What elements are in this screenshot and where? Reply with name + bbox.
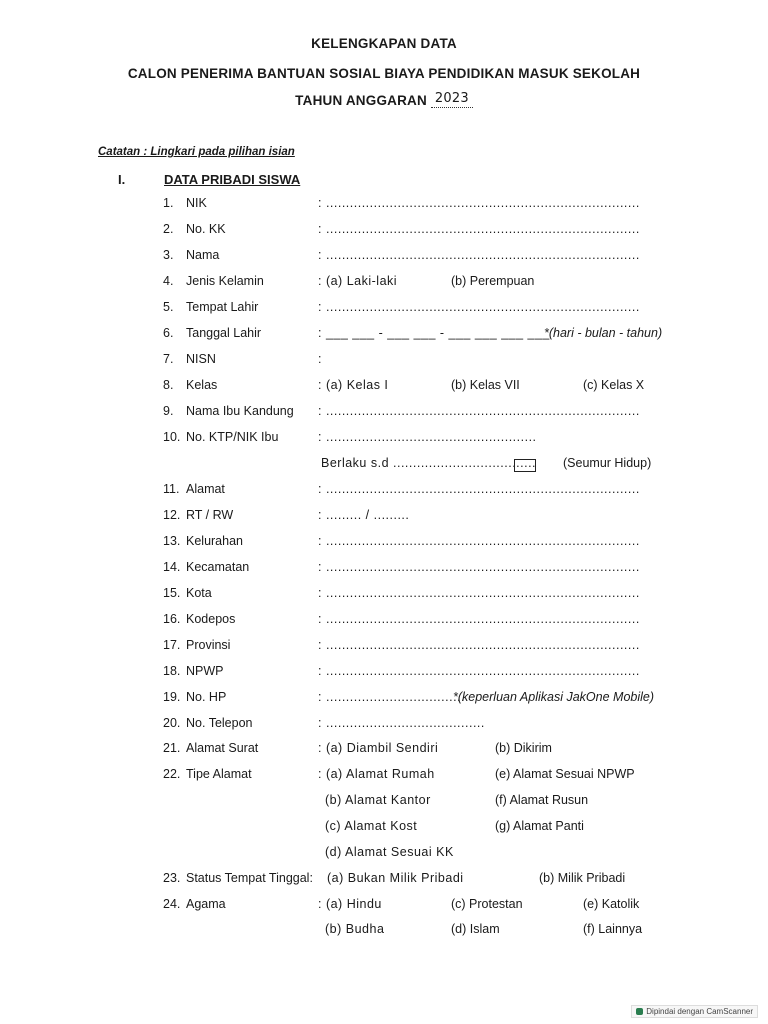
field-option: (b) Milik Pribadi: [539, 871, 626, 885]
form-row: [0, 378, 768, 396]
field-value: (a) Bukan Milik Pribadi: [327, 871, 464, 885]
form-row: [0, 274, 768, 292]
form-row: [0, 793, 768, 811]
field-value: : ...............................................................................: [318, 612, 640, 626]
form-row: [0, 482, 768, 500]
row-number: 19.: [163, 690, 181, 704]
field-value: (c) Alamat Kost: [325, 819, 418, 833]
form-row: [0, 430, 768, 448]
title-fiscal-year-label: TAHUN ANGGARAN: [295, 93, 427, 108]
row-number: 8.: [163, 378, 174, 392]
field-label: No. KK: [186, 222, 226, 236]
field-value: : ...............................................................................: [318, 222, 640, 236]
field-label: No. Telepon: [186, 716, 253, 730]
row-number: 10.: [163, 430, 181, 444]
field-value: (b) Budha: [325, 922, 385, 936]
row-number: 20.: [163, 716, 181, 730]
field-value: : ...............................................................................: [318, 300, 640, 314]
row-number: 4.: [163, 274, 174, 288]
form-row: [0, 534, 768, 552]
field-option: (Seumur Hidup): [563, 456, 652, 470]
row-number: 6.: [163, 326, 174, 340]
field-label: No. HP: [186, 690, 227, 704]
field-option: (f) Lainnya: [583, 922, 643, 936]
field-value: : ...................................: [318, 690, 465, 704]
row-number: 5.: [163, 300, 174, 314]
field-label: No. KTP/NIK Ibu: [186, 430, 279, 444]
form-row: [0, 897, 768, 915]
scanner-watermark: [631, 1005, 758, 1018]
row-number: 7.: [163, 352, 174, 366]
field-value: : ___ ___ - ___ ___ - ___ ___ ___ ___: [318, 326, 550, 340]
form-row: [0, 922, 768, 940]
form-row: [0, 845, 768, 863]
row-number: 11.: [163, 482, 180, 496]
checkbox-icon[interactable]: [514, 459, 536, 472]
field-value: : (a) Hindu: [318, 897, 382, 911]
row-number: 21.: [163, 741, 181, 755]
form-row: [0, 612, 768, 630]
field-value: : ...............................................................................: [318, 586, 640, 600]
field-label: NIK: [186, 196, 207, 210]
row-number: 13.: [163, 534, 181, 548]
field-label: Nama Ibu Kandung: [186, 404, 294, 418]
form-row: [0, 741, 768, 759]
form-row: [0, 664, 768, 682]
camscanner-icon: [636, 1008, 643, 1015]
field-label: Kelas: [186, 378, 218, 392]
field-value: : (a) Laki-laki: [318, 274, 398, 288]
field-label: Nama: [186, 248, 220, 262]
form-row: [0, 248, 768, 266]
form-row: [0, 326, 768, 344]
field-label: Agama: [186, 897, 226, 911]
row-number: 16.: [163, 612, 181, 626]
field-option: (b) Kelas VII: [451, 378, 520, 392]
form-row: [0, 716, 768, 734]
row-number: 14.: [163, 560, 181, 574]
form-row: [0, 819, 768, 837]
field-label: Kota: [186, 586, 212, 600]
row-number: 22.: [163, 767, 181, 781]
row-number: 3.: [163, 248, 174, 262]
field-option: *(hari - bulan - tahun): [544, 326, 663, 340]
field-option: *(keperluan Aplikasi JakOne Mobile): [453, 690, 655, 704]
field-option: (f) Alamat Rusun: [495, 793, 589, 807]
form-row: [0, 560, 768, 578]
field-label: RT / RW: [186, 508, 234, 522]
form-row: [0, 508, 768, 526]
row-number: 15.: [163, 586, 181, 600]
row-number: 9.: [163, 404, 174, 418]
field-value: : (a) Diambil Sendiri: [318, 741, 439, 755]
field-value: : .....................................................: [318, 430, 537, 444]
field-label: Status Tempat Tinggal:: [186, 871, 313, 885]
field-value: : ...............................................................................: [318, 534, 640, 548]
field-label: Tanggal Lahir: [186, 326, 262, 340]
field-value: : ...............................................................................: [318, 664, 640, 678]
field-value: (b) Alamat Kantor: [325, 793, 431, 807]
form-row: [0, 871, 768, 889]
form-row: [0, 404, 768, 422]
field-option: (b) Perempuan: [451, 274, 535, 288]
field-label: Tipe Alamat: [186, 767, 252, 781]
field-label: Provinsi: [186, 638, 231, 652]
field-label: Kecamatan: [186, 560, 250, 574]
title-line-3: [0, 93, 768, 111]
field-option: (d) Islam: [451, 922, 500, 936]
field-value: : ...............................................................................: [318, 404, 640, 418]
field-option: (c) Kelas X: [583, 378, 645, 392]
field-value: : ........................................: [318, 716, 485, 730]
form-row: [0, 638, 768, 656]
form-row: [0, 352, 768, 370]
field-value: : ...............................................................................: [318, 560, 640, 574]
form-row: [0, 222, 768, 240]
row-number: 12.: [163, 508, 181, 522]
field-option: (g) Alamat Panti: [495, 819, 584, 833]
field-value: :: [318, 352, 322, 366]
row-number: 17.: [163, 638, 181, 652]
row-number: 2.: [163, 222, 174, 236]
field-label: NISN: [186, 352, 216, 366]
field-value: : ...............................................................................: [318, 482, 640, 496]
field-value: : ......... / .........: [318, 508, 410, 522]
row-number: 23.: [163, 871, 181, 885]
title-line-1: KELENGKAPAN DATA: [311, 36, 457, 51]
form-row: [0, 300, 768, 318]
form-row: [0, 690, 768, 708]
field-value: : ...............................................................................: [318, 638, 640, 652]
form-row: [0, 196, 768, 214]
field-label: Alamat Surat: [186, 741, 259, 755]
field-label: Alamat: [186, 482, 225, 496]
field-value: (d) Alamat Sesuai KK: [325, 845, 454, 859]
field-label: Kelurahan: [186, 534, 243, 548]
field-value: : (a) Kelas I: [318, 378, 389, 392]
field-option: (e) Katolik: [583, 897, 640, 911]
field-value: : ...............................................................................: [318, 196, 640, 210]
field-label: Kodepos: [186, 612, 236, 626]
fill-instruction-note: Catatan : Lingkari pada pilihan isian: [98, 146, 295, 158]
field-label: NPWP: [186, 664, 224, 678]
field-value: : (a) Alamat Rumah: [318, 767, 435, 781]
field-value: : ...............................................................................: [318, 248, 640, 262]
form-row: [0, 456, 768, 474]
field-value: Berlaku s.d ....................................: [321, 456, 537, 470]
section-number: I.: [118, 172, 126, 187]
form-row: [0, 586, 768, 604]
row-number: 1.: [163, 196, 174, 210]
watermark-text: Dipindai dengan CamScanner: [646, 1007, 753, 1016]
fiscal-year-value: 2023: [431, 91, 473, 108]
title-line-2: CALON PENERIMA BANTUAN SOSIAL BIAYA PENDIDIKAN MASUK SEKOLAH: [127, 66, 641, 81]
row-number: 24.: [163, 897, 181, 911]
field-option: (c) Protestan: [451, 897, 523, 911]
form-row: [0, 767, 768, 785]
field-label: Tempat Lahir: [186, 300, 259, 314]
section-title: DATA PRIBADI SISWA: [164, 172, 301, 187]
field-option: (e) Alamat Sesuai NPWP: [495, 767, 635, 781]
row-number: 18.: [163, 664, 181, 678]
field-label: Jenis Kelamin: [186, 274, 264, 288]
field-option: (b) Dikirim: [495, 741, 552, 755]
